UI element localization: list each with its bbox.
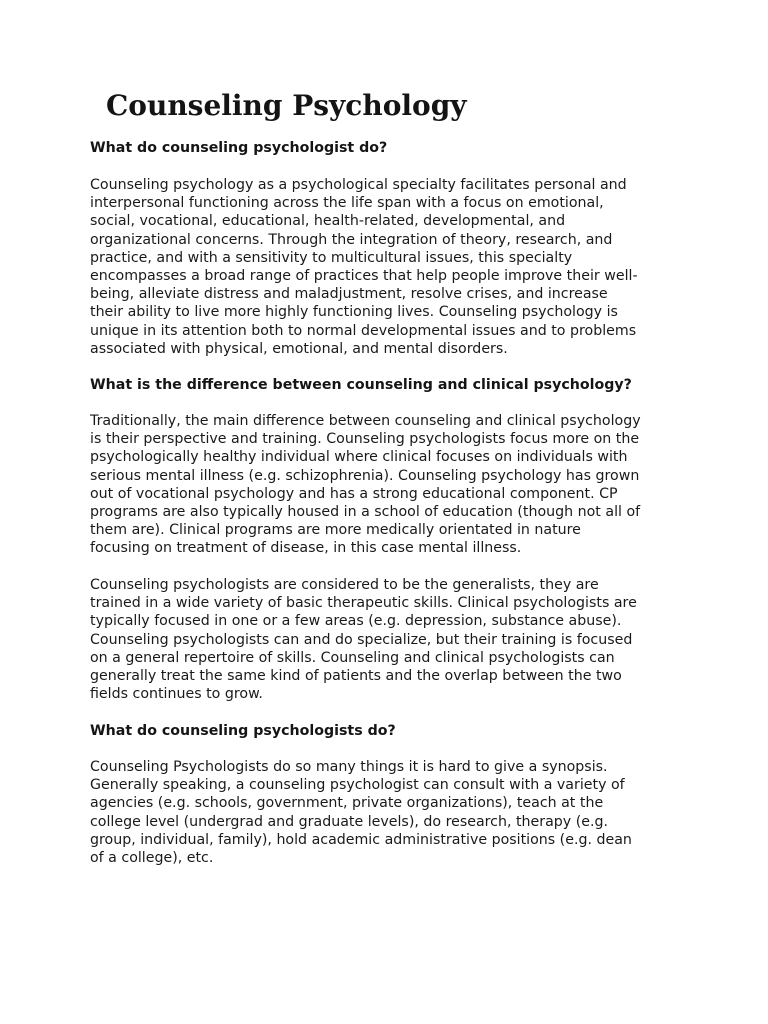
text-line: practice, and with a sensitivity to multicultural issues, this specialty: [90, 249, 573, 266]
text-line: Counseling psychologists can and do specialize, but their training is focused: [90, 631, 633, 648]
section-2-paragraph-2: [90, 576, 690, 703]
section-question-1: What do counseling psychologist do?: [90, 140, 388, 156]
text-line: out of vocational psychology and has a strong educational component. CP: [90, 485, 618, 502]
text-line: unique in its attention both to normal developmental issues and to problems: [90, 322, 637, 339]
text-line: Counseling Psychologists do so many things it is hard to give a synopsis.: [90, 759, 608, 775]
section-1-paragraph-1: [90, 176, 690, 358]
text-line: Traditionally, the main difference between counseling and clinical psychology: [90, 413, 641, 429]
text-line: interpersonal functioning across the life span with a focus on emotional,: [90, 195, 604, 212]
text-line: generally treat the same kind of patients and the overlap between the two: [90, 668, 622, 685]
text-line: being, alleviate distress and maladjustment, resolve crises, and increase: [90, 286, 608, 303]
text-line: trained in a wide variety of basic therapeutic skills. Clinical psychologists are: [90, 595, 637, 612]
text-line: is their perspective and training. Counseling psychologists focus more on the: [90, 431, 640, 448]
text-line: Generally speaking, a counseling psychologist can consult with a variety of: [90, 777, 625, 794]
text-line: their ability to live more highly functioning lives. Counseling psychology is: [90, 304, 618, 321]
text-line: social, vocational, educational, health-related, developmental, and: [90, 213, 566, 230]
section-3-paragraph-1: [90, 758, 690, 867]
text-line: college level (undergrad and graduate levels), do research, therapy (e.g.: [90, 813, 608, 830]
section-question-3: What do counseling psychologists do?: [90, 723, 396, 739]
section-question-2: What is the difference between counseling and clinical psychology?: [90, 377, 632, 393]
text-line: Counseling psychologists are considered to be the generalists, they are: [90, 577, 599, 593]
text-line: organizational concerns. Through the integration of theory, research, and: [90, 231, 613, 248]
document-title: Counseling Psychology: [106, 89, 467, 122]
section-2-paragraph-1: [90, 412, 690, 558]
text-line: group, individual, family), hold academic administrative positions (e.g. dean: [90, 831, 632, 848]
text-line: agencies (e.g. schools, government, private organizations), teach at the: [90, 795, 604, 812]
text-line: fields continues to grow.: [90, 686, 263, 703]
text-line: them are). Clinical programs are more medically orientated in nature: [90, 522, 581, 539]
text-line: associated with physical, emotional, and mental disorders.: [90, 340, 508, 357]
text-line: serious mental illness (e.g. schizophrenia). Counseling psychology has grown: [90, 467, 640, 484]
text-line: typically focused in one or a few areas (e.g. depression, substance abuse).: [90, 613, 622, 630]
text-line: psychologically healthy individual where clinical focuses on individuals with: [90, 449, 628, 466]
text-line: programs are also typically housed in a school of education (though not all of: [90, 504, 641, 521]
text-line: Counseling psychology as a psychological specialty facilitates personal and: [90, 177, 627, 193]
text-line: encompasses a broad range of practices that help people improve their well-: [90, 268, 638, 285]
text-line: of a college), etc.: [90, 850, 214, 867]
text-line: focusing on treatment of disease, in this case mental illness.: [90, 540, 522, 557]
text-line: on a general repertoire of skills. Counseling and clinical psychologists can: [90, 649, 615, 666]
